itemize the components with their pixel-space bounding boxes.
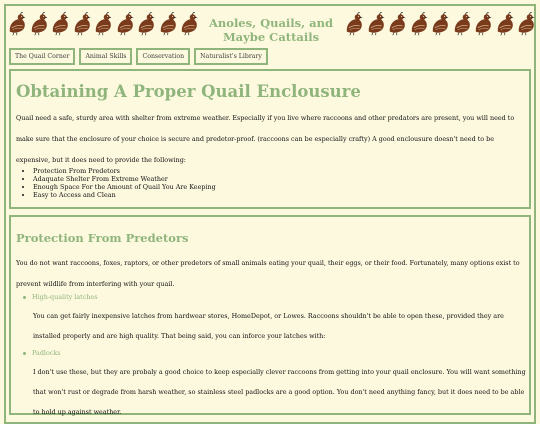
quail-icon: [408, 10, 430, 36]
quail-icon: [114, 10, 136, 36]
site-header: [6, 6, 534, 44]
bullet-icon: [23, 352, 26, 355]
latches-text: You can get fairly inexpensive latches from hardwear stores, HomeDepot, or Lowes. Raccoons shouldn't be able to open these, provided they are installed properly and are high quality. That being said, you can inforce your latches with:: [33, 312, 504, 340]
quail-icon: [472, 10, 494, 36]
quail-icon: [365, 10, 387, 36]
section-intro: You do not want raccoons, foxes, raptors, or other predetors of small animals eating your quail, their eggs, or their food. Fortunately, many options exist to prevent wildlife from interfering with your quail.: [16, 259, 520, 288]
bullet-icon: [23, 296, 26, 299]
subheading-latches: High-quality latches: [32, 293, 98, 301]
quail-icon: [49, 10, 71, 36]
needs-list: [16, 167, 216, 199]
list-item: • Enough Space For the Amount of Quail You Are Keeping: [33, 183, 216, 191]
tab-naturalists-library[interactable]: Naturalist's Library: [194, 48, 268, 65]
quail-icon: [343, 10, 365, 36]
quail-icon: [71, 10, 93, 36]
quail-icon: [451, 10, 473, 36]
quail-icon: [515, 10, 537, 36]
main-nav: [9, 48, 268, 65]
section-title: Protection From Predetors: [16, 231, 189, 245]
list-item: • Adaquate Shelter From Extreme Weather: [33, 175, 216, 183]
quail-icon: [28, 10, 50, 36]
list-item: • Protection From Predetors: [33, 167, 216, 175]
quail-border-left: [6, 10, 200, 36]
article-intro: Quail need a safe, sturdy area with shelter from extreme weather. Especially if you live where raccoons and other predators are present, you will need to make sure that the enclosure of your choice is secure and predetor-proof. (raccoons can be especially crafty) A good enclousure doesn't need to be expensive, but it does need to provide the following:: [16, 114, 515, 164]
tab-conservation[interactable]: Conservation: [136, 48, 190, 65]
quail-icon: [386, 10, 408, 36]
list-item: [23, 349, 61, 357]
article-card: [9, 69, 531, 209]
quail-icon: [92, 10, 114, 36]
quail-icon: [6, 10, 28, 36]
site-title: Anoles, Quails, and Maybe Cattails: [208, 16, 334, 44]
quail-icon: [494, 10, 516, 36]
padlocks-text: I don't use these, but they are probaly a good choice to keep especially clever raccoons from getting into your quail enclosure. You will want something that won't rust or degrade from harsh weather, so stainless steel padlocks are a good option. You don't need anything fancy, but it does need to be able to hold up against weather.: [33, 368, 526, 416]
quail-border-right: [343, 10, 537, 36]
tab-quail-corner[interactable]: The Quail Corner: [9, 48, 75, 65]
quail-icon: [135, 10, 157, 36]
subheading-padlocks: Padlocks: [32, 349, 61, 357]
tab-animal-skills[interactable]: Animal Skills: [79, 48, 132, 65]
article-title: Obtaining A Proper Quail Enclousure: [16, 82, 361, 101]
list-item: • Easy to Access and Clean: [33, 191, 216, 199]
list-item: [23, 293, 97, 301]
quail-icon: [429, 10, 451, 36]
quail-icon: [157, 10, 179, 36]
section-card: [9, 215, 531, 415]
